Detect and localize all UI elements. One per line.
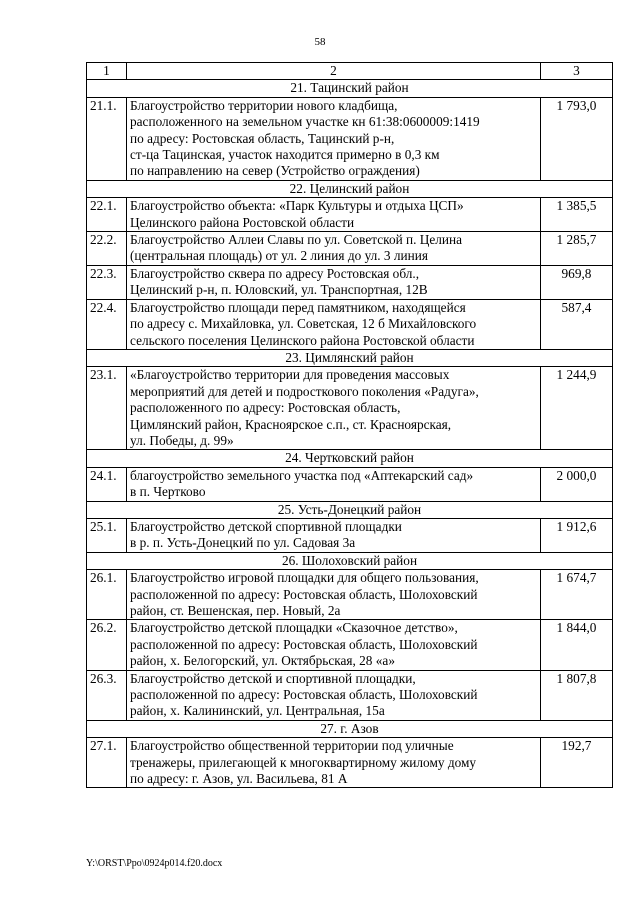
table-row: [87, 97, 613, 180]
row-number: 22.2.: [87, 232, 127, 266]
table-row: [87, 265, 613, 299]
row-description: Благоустройство территории нового кладбища, расположенного на земельном участке кн 61:38:0600009:1419 по адресу: Ростовская область, Тацинский р-н, ст-ца Тацинская, участок находится примерно в 0,3 км по направлению на север (Устройство ограждения): [127, 97, 541, 180]
row-number: 23.1.: [87, 367, 127, 450]
table-row: [87, 518, 613, 552]
file-path-footer: Y:\ORST\Ppo\0924p014.f20.docx: [86, 858, 223, 869]
row-description: благоустройство земельного участка под «Аптекарский сад» в п. Чертково: [127, 467, 541, 501]
section-header-row: [87, 80, 613, 97]
section-header-row: [87, 180, 613, 197]
table-row: [87, 467, 613, 501]
row-amount: 1 844,0: [541, 620, 613, 670]
header-col-1: 1: [87, 63, 127, 80]
table-header-row: [87, 63, 613, 80]
section-title: 22. Целинский район: [87, 180, 613, 197]
table-body: [87, 63, 613, 788]
row-number: 26.2.: [87, 620, 127, 670]
row-description: Благоустройство сквера по адресу Ростовская обл., Целинский р-н, п. Юловский, ул. Транспортная, 12В: [127, 265, 541, 299]
row-number: 27.1.: [87, 738, 127, 788]
row-number: 25.1.: [87, 518, 127, 552]
table-row: [87, 670, 613, 720]
row-amount: 1 244,9: [541, 367, 613, 450]
row-number: 26.1.: [87, 570, 127, 620]
funding-table: [86, 62, 613, 788]
row-amount: 2 000,0: [541, 467, 613, 501]
row-description: Благоустройство детской спортивной площадки в р. п. Усть-Донецкий по ул. Садовая 3а: [127, 518, 541, 552]
section-title: 23. Цимлянский район: [87, 349, 613, 366]
table-row: [87, 299, 613, 349]
section-title: 27. г. Азов: [87, 720, 613, 737]
row-amount: 1 912,6: [541, 518, 613, 552]
row-description: Благоустройство общественной территории под уличные тренажеры, прилегающей к многоквартирному жилому дому по адресу: г. Азов, ул. Васильева, 81 А: [127, 738, 541, 788]
section-title: 21. Тацинский район: [87, 80, 613, 97]
section-title: 25. Усть-Донецкий район: [87, 501, 613, 518]
section-header-row: [87, 552, 613, 569]
row-amount: 1 793,0: [541, 97, 613, 180]
row-description: Благоустройство детской и спортивной площадки, расположенной по адресу: Ростовская область, Шолоховский район, х. Калининский, ул. Центральная, 15а: [127, 670, 541, 720]
header-col-2: 2: [127, 63, 541, 80]
section-header-row: [87, 349, 613, 366]
row-description: «Благоустройство территории для проведения массовых мероприятий для детей и подросткового поколения «Радуга», расположенного по адресу: Ростовская область, Цимлянский район, Красноярское с.п., ст. Красноярская, ул. Победы, д. 99»: [127, 367, 541, 450]
row-number: 26.3.: [87, 670, 127, 720]
table-row: [87, 570, 613, 620]
table-row: [87, 738, 613, 788]
row-number: 22.1.: [87, 198, 127, 232]
row-number: 24.1.: [87, 467, 127, 501]
header-col-3: 3: [541, 63, 613, 80]
table-row: [87, 367, 613, 450]
table-row: [87, 620, 613, 670]
row-amount: 969,8: [541, 265, 613, 299]
section-header-row: [87, 450, 613, 467]
row-description: Благоустройство Аллеи Славы по ул. Советской п. Целина (центральная площадь) от ул. 2 линия до ул. 3 линия: [127, 232, 541, 266]
section-header-row: [87, 720, 613, 737]
row-description: Благоустройство игровой площадки для общего пользования, расположенной по адресу: Ростовская область, Шолоховский район, ст. Вешенская, пер. Новый, 2а: [127, 570, 541, 620]
row-amount: 1 674,7: [541, 570, 613, 620]
row-amount: 1 285,7: [541, 232, 613, 266]
row-amount: 1 385,5: [541, 198, 613, 232]
section-header-row: [87, 501, 613, 518]
row-amount: 587,4: [541, 299, 613, 349]
row-description: Благоустройство объекта: «Парк Культуры и отдыха ЦСП» Целинского района Ростовской области: [127, 198, 541, 232]
row-description: Благоустройство детской площадки «Сказочное детство», расположенной по адресу: Ростовская область, Шолоховский район, х. Белогорский, ул. Октябрьская, 28 «а»: [127, 620, 541, 670]
table-row: [87, 198, 613, 232]
page-number: 58: [314, 36, 326, 48]
row-number: 22.3.: [87, 265, 127, 299]
row-amount: 192,7: [541, 738, 613, 788]
row-amount: 1 807,8: [541, 670, 613, 720]
row-number: 21.1.: [87, 97, 127, 180]
section-title: 26. Шолоховский район: [87, 552, 613, 569]
row-description: Благоустройство площади перед памятником, находящейся по адресу с. Михайловка, ул. Советская, 12 б Михайловского сельского поселения Целинского района Ростовской области: [127, 299, 541, 349]
row-number: 22.4.: [87, 299, 127, 349]
table-row: [87, 232, 613, 266]
section-title: 24. Чертковский район: [87, 450, 613, 467]
